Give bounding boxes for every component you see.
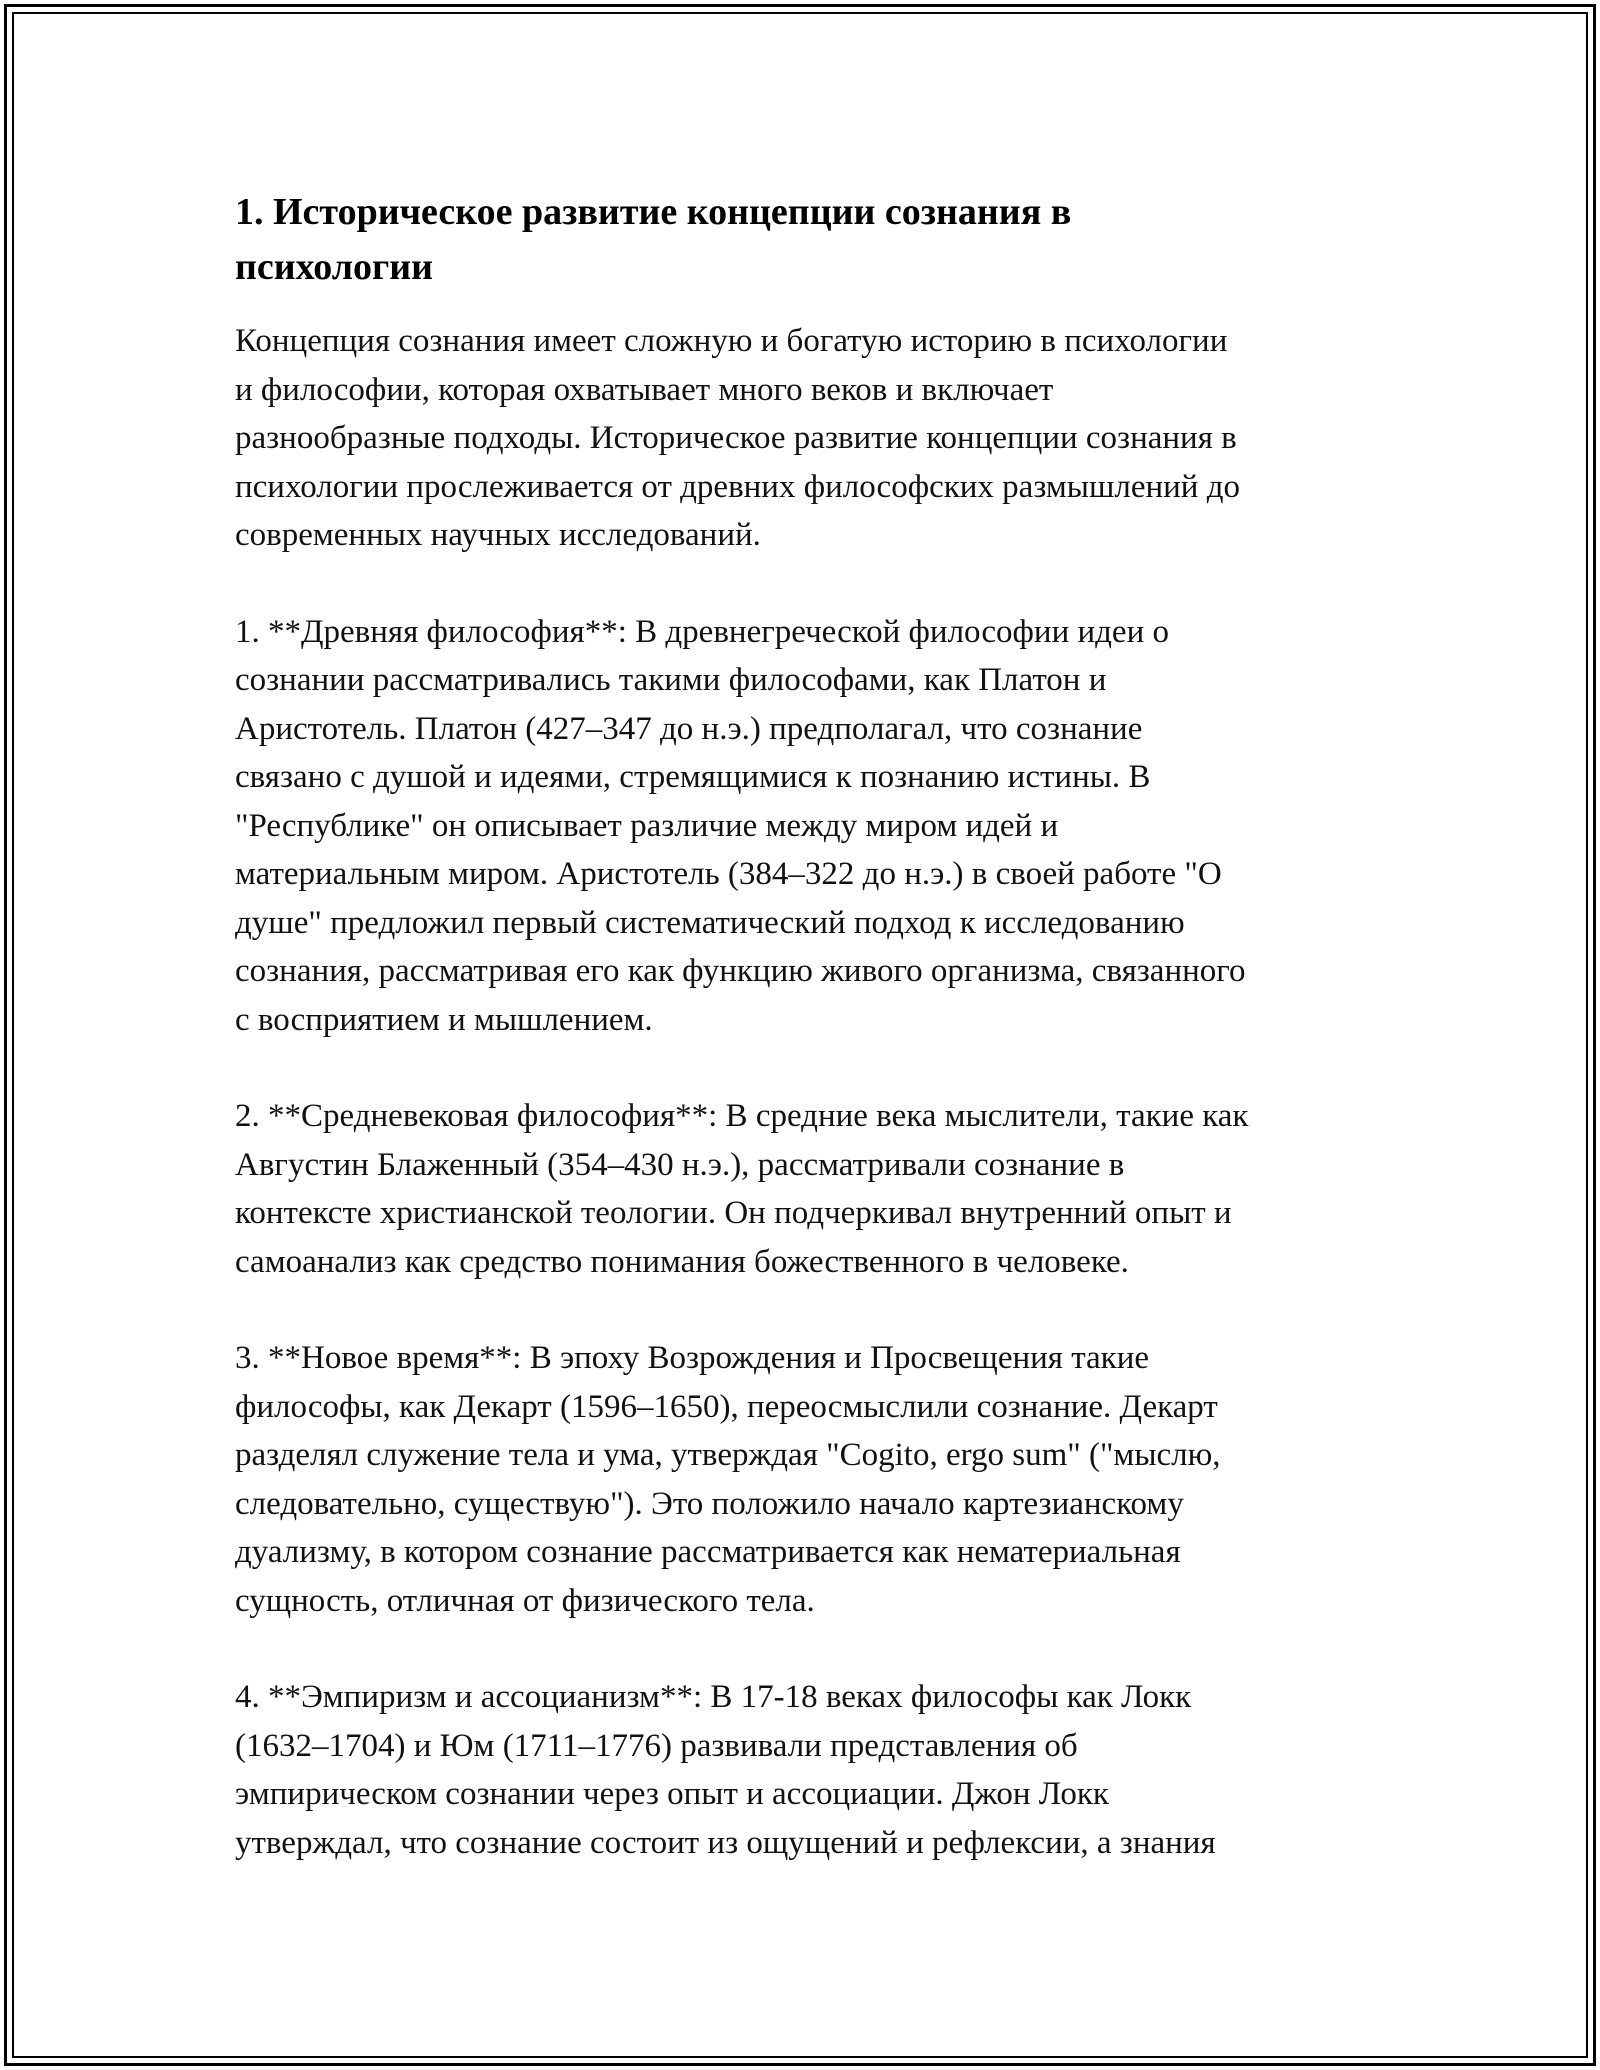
text-line: утверждал, что сознание состоит из ощущений и рефлексии, а знания — [235, 1824, 1216, 1861]
text-line: сущность, отличная от физического тела. — [235, 1582, 815, 1619]
document-body — [235, 185, 1385, 1915]
medieval-philosophy-paragraph — [235, 1092, 1385, 1286]
text-line: материальным миром. Аристотель (384–322 до н.э.) в своей работе "О — [235, 856, 1222, 892]
heading-line: 1. Историческое развитие концепции сознания в — [235, 191, 1072, 233]
text-line: современных научных исследований. — [235, 517, 761, 553]
text-line: 1. **Древняя философия**: В древнегреческой философии идеи о — [235, 613, 1169, 650]
heading-line: психологии — [235, 246, 434, 288]
section-heading — [235, 185, 1385, 295]
text-line: "Республике" он описывает различие между миром идей и — [235, 807, 1059, 844]
text-line: эмпирическом сознании через опыт и ассоциации. Джон Локк — [235, 1776, 1109, 1812]
text-line: следовательно, существую"). Это положило начало картезианскому — [235, 1485, 1184, 1522]
intro-paragraph — [235, 317, 1385, 560]
text-line: психологии прослеживается от древних философских размышлений до — [235, 468, 1240, 505]
empiricism-paragraph — [235, 1673, 1385, 1867]
text-line: Августин Блаженный (354–430 н.э.), рассматривали сознание в — [235, 1146, 1125, 1183]
text-line: душе" предложил первый систематический подход к исследованию — [235, 904, 1185, 941]
text-line: (1632–1704) и Юм (1711–1776) развивали представления об — [235, 1727, 1078, 1764]
ancient-philosophy-paragraph — [235, 608, 1385, 1045]
text-line: 2. **Средневековая философия**: В средние века мыслители, такие как — [235, 1098, 1249, 1134]
text-line: Концепция сознания имеет сложную и богатую историю в психологии — [235, 323, 1228, 359]
modern-era-paragraph — [235, 1334, 1385, 1625]
text-line: связано с душой и идеями, стремящимися к познанию истины. В — [235, 759, 1151, 795]
text-line: разделял служение тела и ума, утверждая "Cogito, ergo sum" ("мыслю, — [235, 1437, 1221, 1473]
text-line: сознания, рассматривая его как функцию живого организма, связанного — [235, 953, 1246, 989]
text-line: разнообразные подходы. Историческое развитие концепции сознания в — [235, 420, 1237, 456]
text-line: самоанализ как средство понимания божественного в человеке. — [235, 1243, 1129, 1280]
text-line: Аристотель. Платон (427–347 до н.э.) предполагал, что сознание — [235, 710, 1143, 747]
text-line: философы, как Декарт (1596–1650), переосмыслили сознание. Декарт — [235, 1388, 1218, 1425]
text-line: 4. **Эмпиризм и ассоцианизм**: В 17-18 веках философы как Локк — [235, 1679, 1192, 1715]
text-line: контексте христианской теологии. Он подчеркивал внутренний опыт и — [235, 1195, 1232, 1231]
text-line: сознании рассматривались такими философами, как Платон и — [235, 662, 1107, 698]
text-line: дуализму, в котором сознание рассматривается как нематериальная — [235, 1534, 1181, 1570]
text-line: 3. **Новое время**: В эпоху Возрождения и Просвещения такие — [235, 1340, 1150, 1376]
text-line: с восприятием и мышлением. — [235, 1001, 653, 1038]
text-line: и философии, которая охватывает много веков и включает — [235, 371, 1054, 408]
